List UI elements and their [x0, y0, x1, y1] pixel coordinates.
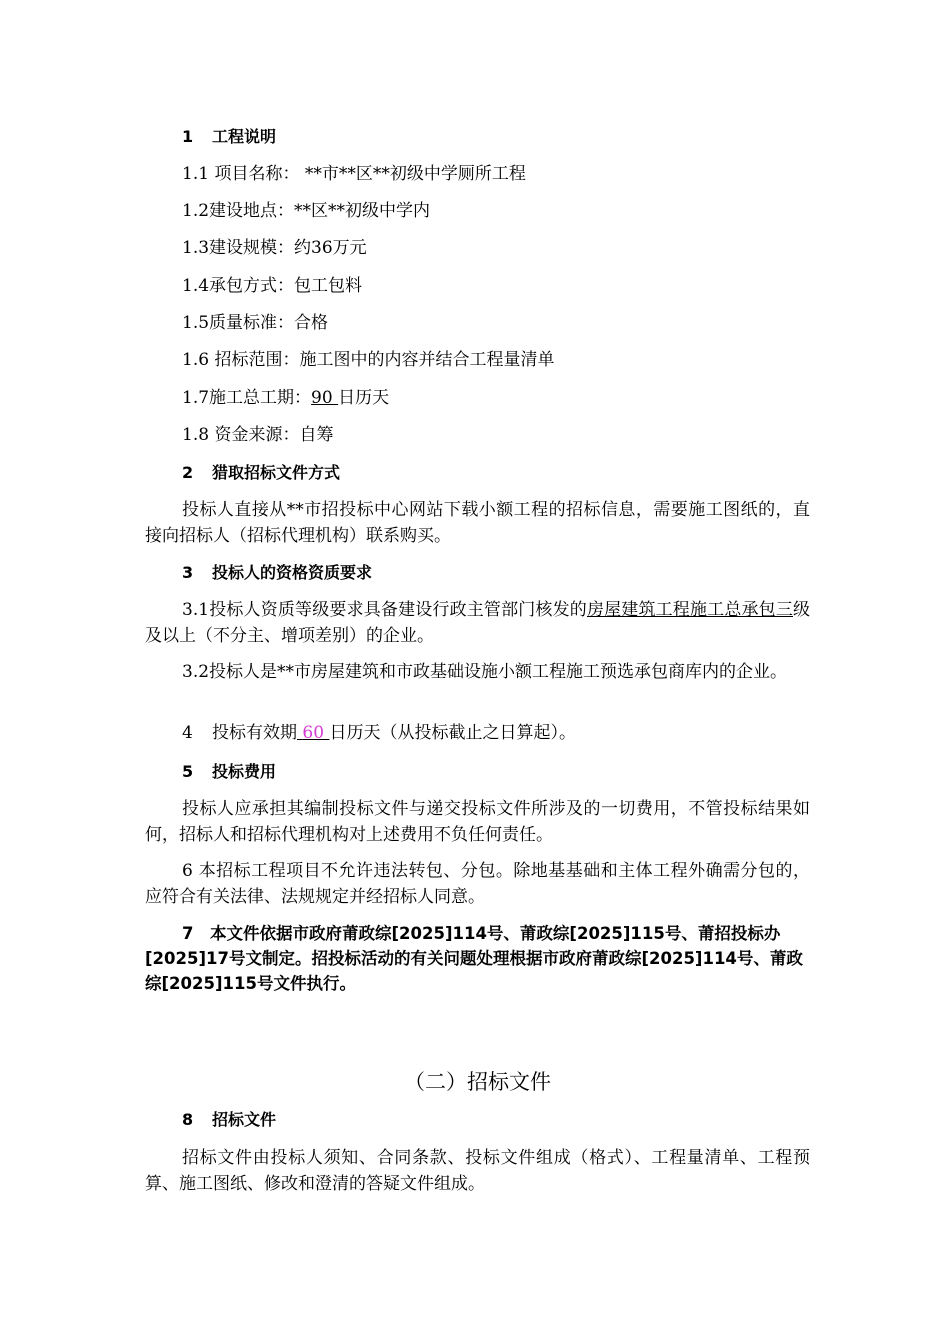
paragraph-8: 招标文件由投标人须知、合同条款、投标文件组成（格式）、工程量清单、工程预算、施工图纸、修改和澄清的答疑文件组成。 — [145, 1148, 810, 1194]
heading-2: 2 猎取招标文件方式 — [182, 463, 341, 482]
qualification-underlined: 房屋建筑工程施工总承包三 — [586, 600, 793, 620]
validity-value: 60 — [302, 723, 325, 743]
heading-8: 8 招标文件 — [182, 1110, 277, 1129]
heading-5: 5 投标费用 — [182, 762, 277, 781]
item-1-1: 1.1 项目名称： **市**区**初级中学厕所工程 — [182, 164, 526, 184]
heading-4: 4 投标有效期 60 日历天（从投标截止之日算起）。 — [182, 723, 576, 743]
section-title: （二）招标文件 — [404, 1070, 551, 1094]
heading-3: 3 投标人的资格资质要求 — [182, 563, 373, 582]
item-1-4: 1.4承包方式：包工包料 — [182, 276, 363, 296]
paragraph-3-2: 3.2投标人是**市房屋建筑和市政基础设施小额工程施工预选承包商库内的企业。 — [182, 662, 788, 682]
paragraph-5: 投标人应承担其编制投标文件与递交投标文件所涉及的一切费用，不管投标结果如何，招标人和招标代理机构对上述费用不负任何责任。 — [145, 799, 810, 845]
item-1-3: 1.3建设规模：约36万元 — [182, 238, 367, 258]
duration-value: 90 — [311, 388, 339, 408]
paragraph-6: 6 本招标工程项目不允许违法转包、分包。除地基基础和主体工程外确需分包的，应符合有关法律、法规规定并经招标人同意。 — [145, 861, 810, 907]
paragraph-2: 投标人直接从**市招投标中心网站下载小额工程的招标信息，需要施工图纸的，直接向招标人（招标代理机构）联系购买。 — [145, 500, 810, 546]
item-1-2: 1.2建设地点：**区**初级中学内 — [182, 201, 431, 221]
item-1-7: 1.7施工总工期：90 日历天 — [182, 388, 390, 408]
heading-1: 1 工程说明 — [182, 127, 277, 146]
item-1-5: 1.5质量标准：合格 — [182, 313, 329, 333]
paragraph-3-1: 3.1投标人资质等级要求具备建设行政主管部门核发的房屋建筑工程施工总承包三级及以上（不分主、增项差别）的企业。 — [145, 600, 810, 646]
paragraph-7: 7 本文件依据市政府莆政综[2025]114号、莆政综[2025]115号、莆招投标办[2025]17号文制定。招投标活动的有关问题处理根据市政府莆政综[2025]114号、莆政综[2025]115号文件执行。 — [145, 924, 803, 993]
item-1-6: 1.6 招标范围：施工图中的内容并结合工程量清单 — [182, 350, 555, 370]
item-1-8: 1.8 资金来源：自筹 — [182, 425, 334, 445]
